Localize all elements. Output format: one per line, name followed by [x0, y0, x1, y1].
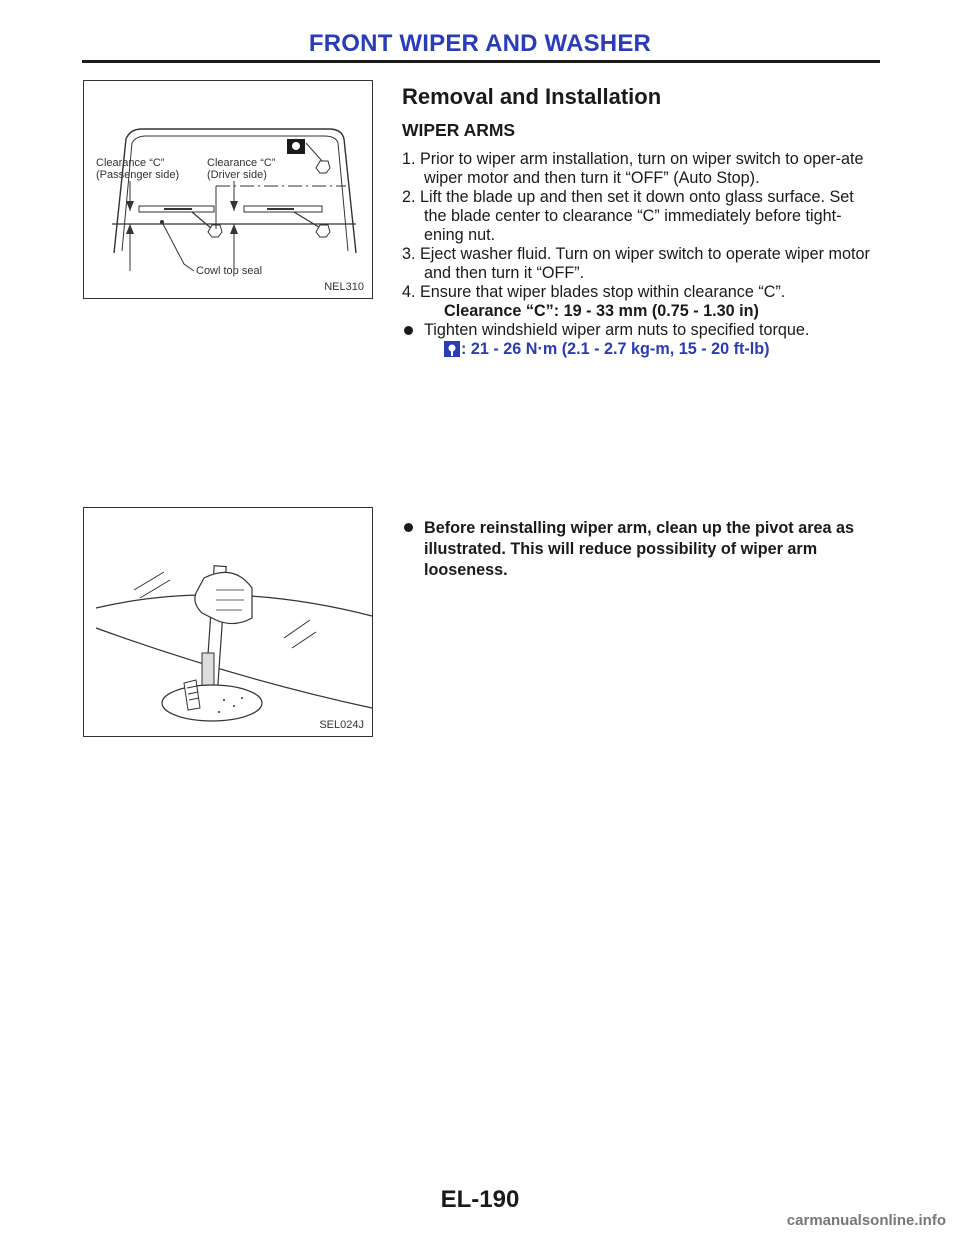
label-driver-clearance: Clearance “C” (Driver side) [207, 157, 276, 181]
torque-spec-text: : 21 - 26 N·m (2.1 - 2.7 kg-m, 15 - 20 ft-lb) [461, 340, 770, 358]
page-number: EL-190 [440, 1186, 520, 1213]
figure-code: SEL024J [319, 719, 364, 731]
torque-spec [402, 340, 880, 359]
bullet-dot [404, 523, 413, 532]
step-4: 4. Ensure that wiper blades stop within clearance “C”. [402, 283, 786, 301]
note-text: Before reinstalling wiper arm, clean up the pivot area as illustrated. This will reduce possibility of wiper arm looseness. [424, 519, 855, 579]
bullet-tighten-text: Tighten windshield wiper arm nuts to specified torque. [424, 321, 810, 339]
figure-wiper-clearance [83, 80, 373, 299]
bullet-tighten [402, 321, 880, 340]
step-2: 2. Lift the blade up and then set it down onto glass surface. Set the blade center to clearance “C” immediately before tight-ening nut. [402, 188, 854, 244]
bullet-dot [404, 326, 413, 335]
procedure-steps [402, 150, 880, 359]
torque-wrench-icon [444, 341, 460, 357]
figure-clean-pivot [83, 507, 373, 737]
note-pivot-cleaning [402, 518, 902, 581]
page-header-title: FRONT WIPER AND WASHER [308, 30, 652, 57]
pivot-cleaning-illustration [84, 508, 374, 738]
clearance-spec: Clearance “C”: 19 - 33 mm (0.75 - 1.30 in) [444, 302, 759, 320]
step-3: 3. Eject washer fluid. Turn on wiper switch to operate wiper motor and then turn it “OFF”. [402, 245, 870, 282]
label-cowl-top-seal: Cowl top seal [196, 265, 263, 277]
figure-code: NEL310 [324, 281, 364, 293]
header-rule [82, 60, 880, 63]
watermark: carmanualsonline.info [786, 1212, 946, 1229]
step-1: 1. Prior to wiper arm installation, turn on wiper switch to oper-ate wiper motor and then turn it “OFF” (Auto Stop). [402, 150, 864, 187]
label-passenger-clearance: Clearance “C” (Passenger side) [96, 157, 180, 181]
section-title: Removal and Installation [402, 84, 662, 109]
subsection-title: WIPER ARMS [402, 120, 516, 140]
